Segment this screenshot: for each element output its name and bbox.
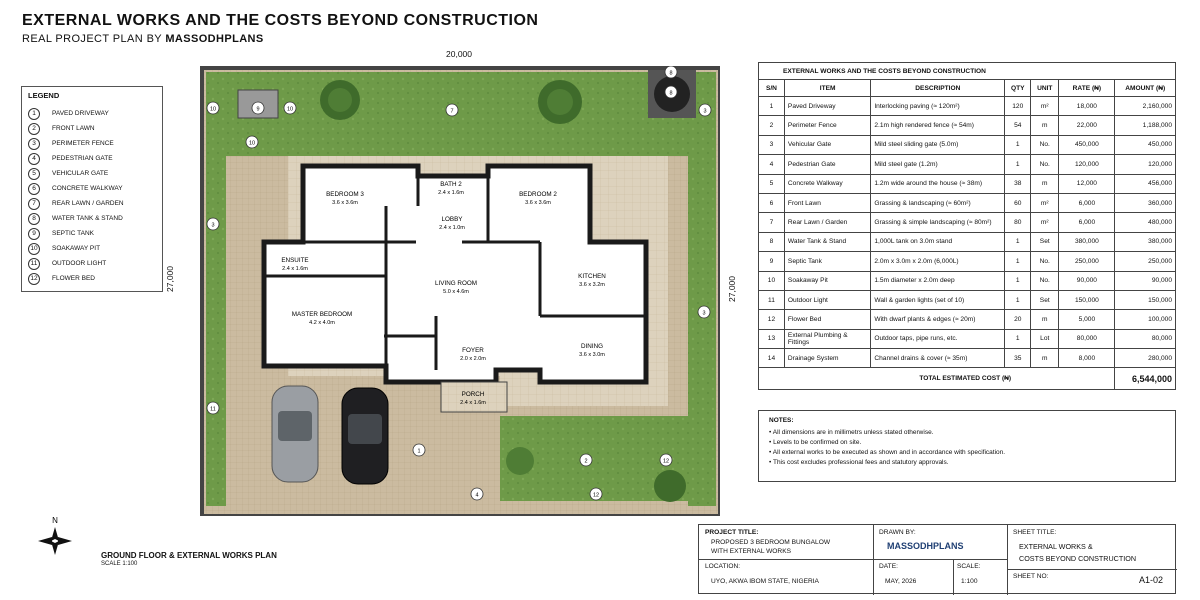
table-cell: 18,000 <box>1059 97 1115 116</box>
plan-marker-number: 4 <box>475 492 479 499</box>
table-cell: 90,000 <box>1059 271 1115 290</box>
room-name: ENSUITE <box>281 257 309 264</box>
scale: 1:100 <box>961 578 978 585</box>
table-cell: 35 <box>1005 349 1031 368</box>
table-cell: m² <box>1031 97 1059 116</box>
table-cell: m² <box>1031 193 1059 212</box>
legend-item <box>28 106 156 121</box>
table-cell: Soakaway Pit <box>784 271 870 290</box>
legend-label: SEPTIC TANK <box>52 230 95 237</box>
table-cell: 80,000 <box>1115 329 1176 348</box>
legend-number: 6 <box>28 183 40 195</box>
subtitle-brand: MASSODHPLANS <box>165 33 264 45</box>
table-row <box>759 252 1176 271</box>
note-item: • This cost excludes professional fees and statutory approvals. <box>769 459 949 466</box>
table-cell: m <box>1031 310 1059 329</box>
plan-marker-number: 3 <box>702 310 706 317</box>
table-cell: Set <box>1031 232 1059 251</box>
sheet-title-line1: EXTERNAL WORKS & <box>1019 542 1093 551</box>
table-cell: 12,000 <box>1059 174 1115 193</box>
room-name: KITCHEN <box>578 273 606 280</box>
cost-table-title: EXTERNAL WORKS AND THE COSTS BEYOND CONSTRUCTION <box>759 63 1176 80</box>
column-header: UNIT <box>1031 80 1059 97</box>
plan-marker-number: 8 <box>669 70 673 77</box>
table-cell: 5,000 <box>1059 310 1115 329</box>
table-cell: 100,000 <box>1115 310 1176 329</box>
room-size: 4.2 x 4.0m <box>309 320 335 326</box>
notes-heading: NOTES: <box>769 417 794 424</box>
table-cell: 13 <box>759 329 785 348</box>
legend-label: VEHICULAR GATE <box>52 170 109 177</box>
plan-title: GROUND FLOOR & EXTERNAL WORKS PLAN <box>101 551 277 560</box>
plan-marker <box>660 454 672 466</box>
table-row <box>759 329 1176 348</box>
table-cell: 380,000 <box>1115 232 1176 251</box>
plan-marker-number: 10 <box>286 106 294 113</box>
plan-marker-number: 7 <box>450 108 454 115</box>
table-row <box>759 310 1176 329</box>
table-row <box>759 290 1176 309</box>
table-cell: 54 <box>1005 116 1031 135</box>
drawn-by: MASSODHPLANS <box>887 541 964 551</box>
table-cell: 6,000 <box>1059 213 1115 232</box>
table-cell: 2.0m x 3.0m x 2.0m (6,000L) <box>871 252 1005 271</box>
table-cell: 1 <box>1005 135 1031 154</box>
legend-item <box>28 226 156 241</box>
plan-marker <box>207 218 219 230</box>
total-value: 6,544,000 <box>1115 368 1176 390</box>
legend-item <box>28 181 156 196</box>
table-cell: 1 <box>1005 271 1031 290</box>
plan-scale: SCALE 1:100 <box>101 561 138 567</box>
table-cell: Rear Lawn / Garden <box>784 213 870 232</box>
table-cell: 1 <box>759 97 785 116</box>
page-title: EXTERNAL WORKS AND THE COSTS BEYOND CONSTRUCTION <box>22 12 539 29</box>
legend-item <box>28 136 156 151</box>
table-cell: 450,000 <box>1059 135 1115 154</box>
table-cell: 1,188,000 <box>1115 116 1176 135</box>
legend-number: 5 <box>28 168 40 180</box>
table-cell: No. <box>1031 135 1059 154</box>
table-cell: 280,000 <box>1115 349 1176 368</box>
column-header: DESCRIPTION <box>871 80 1005 97</box>
north-label: N <box>52 516 58 525</box>
table-cell: Wall & garden lights (set of 10) <box>871 290 1005 309</box>
location-label: LOCATION: <box>705 563 741 570</box>
room-size: 3.6 x 3.0m <box>579 352 605 358</box>
legend-item <box>28 121 156 136</box>
legend-item <box>28 151 156 166</box>
table-cell: 1,000L tank on 3.0m stand <box>871 232 1005 251</box>
table-row <box>759 213 1176 232</box>
table-cell: 360,000 <box>1115 193 1176 212</box>
table-cell: Mild steel sliding gate (5.0m) <box>871 135 1005 154</box>
table-cell: 6 <box>759 193 785 212</box>
table-cell: 120 <box>1005 97 1031 116</box>
table-cell: 12 <box>759 310 785 329</box>
table-cell: 10 <box>759 271 785 290</box>
table-cell: 150,000 <box>1059 290 1115 309</box>
room-size: 2.4 x 1.6m <box>460 400 486 406</box>
plan-marker <box>471 488 483 500</box>
plan-marker-number: 12 <box>662 458 670 465</box>
table-cell: 90,000 <box>1115 271 1176 290</box>
plan-marker <box>580 454 592 466</box>
table-cell: 7 <box>759 213 785 232</box>
date-label: DATE: <box>879 563 898 570</box>
legend-label: SOAKAWAY PIT <box>52 245 101 252</box>
site-plan <box>200 66 720 516</box>
room-name: BEDROOM 3 <box>326 191 364 198</box>
table-cell: With dwarf plants & edges (≈ 20m) <box>871 310 1005 329</box>
legend-number: 8 <box>28 213 40 225</box>
plan-marker <box>698 306 710 318</box>
legend-item <box>28 241 156 256</box>
room-size: 2.4 x 1.6m <box>282 266 308 272</box>
room-name: DINING <box>580 343 604 350</box>
plan-marker <box>207 102 219 114</box>
legend-number: 9 <box>28 228 40 240</box>
plan-marker <box>665 86 677 98</box>
table-cell: Lot <box>1031 329 1059 348</box>
table-cell: 60 <box>1005 193 1031 212</box>
legend-label: REAR LAWN / GARDEN <box>52 200 124 207</box>
legend-number: 12 <box>28 273 40 285</box>
note-text: This cost excludes professional fees and statutory approvals. <box>772 459 949 466</box>
table-row <box>759 155 1176 174</box>
table-cell: Flower Bed <box>784 310 870 329</box>
legend-number: 4 <box>28 153 40 165</box>
table-cell: No. <box>1031 252 1059 271</box>
sheet-title-line2: COSTS BEYOND CONSTRUCTION <box>1019 554 1137 563</box>
legend-item <box>28 256 156 271</box>
dimension-height-right: 27,000 <box>727 276 737 302</box>
table-cell: No. <box>1031 271 1059 290</box>
notes <box>758 410 1176 482</box>
table-cell: Channel drains & cover (≈ 35m) <box>871 349 1005 368</box>
table-cell: Concrete Walkway <box>784 174 870 193</box>
table-cell: 120,000 <box>1059 155 1115 174</box>
table-cell: 5 <box>759 174 785 193</box>
room-size: 3.6 x 3.6m <box>525 200 551 206</box>
table-cell: 3 <box>759 135 785 154</box>
table-cell: 250,000 <box>1115 252 1176 271</box>
legend-label: PAVED DRIVEWAY <box>52 110 109 117</box>
room-size: 3.6 x 3.6m <box>332 200 358 206</box>
cost-table-header <box>759 80 1176 97</box>
column-header: AMOUNT (₦) <box>1115 80 1176 97</box>
table-cell: 1 <box>1005 329 1031 348</box>
table-cell: m <box>1031 174 1059 193</box>
legend-number: 7 <box>28 198 40 210</box>
north-arrow-icon <box>30 515 80 565</box>
legend-label: CONCRETE WALKWAY <box>52 185 123 192</box>
table-cell: Perimeter Fence <box>784 116 870 135</box>
table-cell: No. <box>1031 155 1059 174</box>
table-cell: 80 <box>1005 213 1031 232</box>
plan-marker-number: 8 <box>669 90 673 97</box>
table-row <box>759 97 1176 116</box>
plan-marker <box>284 102 296 114</box>
plan-marker-number: 12 <box>592 492 600 499</box>
table-cell: 1.5m diameter x 2.0m deep <box>871 271 1005 290</box>
room-name: BATH 2 <box>440 181 462 188</box>
table-cell: Outdoor Light <box>784 290 870 309</box>
table-cell: Drainage System <box>784 349 870 368</box>
note-item: • Levels to be confirmed on site. <box>769 439 862 446</box>
table-cell: 4 <box>759 155 785 174</box>
plan-marker-number: 10 <box>209 106 217 113</box>
table-row <box>759 271 1176 290</box>
table-cell: Pedestrian Gate <box>784 155 870 174</box>
room-name: FOYER <box>462 347 484 354</box>
legend-label: FLOWER BED <box>52 275 95 282</box>
sheet-no-label: SHEET NO: <box>1013 573 1049 580</box>
table-cell: External Plumbing & Fittings <box>784 329 870 348</box>
drawn-by-label: DRAWN BY: <box>879 529 916 536</box>
table-cell: 380,000 <box>1059 232 1115 251</box>
room-size: 2.4 x 1.6m <box>438 190 464 196</box>
table-cell: 80,000 <box>1059 329 1115 348</box>
plan-marker <box>246 136 258 148</box>
plan-marker-number: 2 <box>584 458 588 465</box>
table-cell: 9 <box>759 252 785 271</box>
room-name: MASTER BEDROOM <box>291 311 353 318</box>
table-cell: 450,000 <box>1115 135 1176 154</box>
legend <box>21 86 163 292</box>
legend-item <box>28 196 156 211</box>
plan-marker <box>446 104 458 116</box>
legend-item <box>28 271 156 286</box>
table-row <box>759 349 1176 368</box>
legend-number: 3 <box>28 138 40 150</box>
note-text: All dimensions are in millimetrs unless stated otherwise. <box>772 429 934 436</box>
table-cell: 1 <box>1005 252 1031 271</box>
project-title-line1: PROPOSED 3 BEDROOM BUNGALOW <box>711 539 831 546</box>
table-cell: Mild steel gate (1.2m) <box>871 155 1005 174</box>
plan-marker-number: 3 <box>211 222 215 229</box>
legend-label: PERIMETER FENCE <box>52 140 114 147</box>
table-cell: 480,000 <box>1115 213 1176 232</box>
table-row <box>759 135 1176 154</box>
legend-heading: LEGEND <box>28 91 60 100</box>
table-cell: 250,000 <box>1059 252 1115 271</box>
table-cell: 11 <box>759 290 785 309</box>
table-cell: 14 <box>759 349 785 368</box>
legend-number: 10 <box>28 243 40 255</box>
column-header: ITEM <box>784 80 870 97</box>
note-text: Levels to be confirmed on site. <box>773 439 862 446</box>
sheet-no: A1-02 <box>1139 575 1164 585</box>
plan-marker <box>413 444 425 456</box>
legend-item <box>28 211 156 226</box>
dimension-height-left: 27,000 <box>165 266 175 292</box>
table-cell: 1 <box>1005 155 1031 174</box>
project-title-line2: WITH EXTERNAL WORKS <box>711 548 791 555</box>
legend-label: WATER TANK & STAND <box>52 215 123 222</box>
room-name: LIVING ROOM <box>435 280 477 287</box>
table-cell: 1 <box>1005 232 1031 251</box>
table-row <box>759 174 1176 193</box>
title-block <box>698 524 1176 594</box>
room-name: BEDROOM 2 <box>519 191 557 198</box>
table-cell: 8 <box>759 232 785 251</box>
table-cell: 22,000 <box>1059 116 1115 135</box>
plan-marker <box>590 488 602 500</box>
plan-marker-number: 3 <box>703 108 707 115</box>
table-row <box>759 116 1176 135</box>
plan-marker <box>207 402 219 414</box>
total-row <box>759 368 1176 390</box>
note-item: • All dimensions are in millimetrs unless stated otherwise. <box>769 429 934 436</box>
project-title-label: PROJECT TITLE: <box>705 529 759 536</box>
location: UYO, AKWA IBOM STATE, NIGERIA <box>711 578 819 585</box>
table-cell: 1.2m wide around the house (≈ 38m) <box>871 174 1005 193</box>
table-cell: 1 <box>1005 290 1031 309</box>
table-cell: 456,000 <box>1115 174 1176 193</box>
legend-label: PEDESTRIAN GATE <box>52 155 113 162</box>
table-cell: 2,160,000 <box>1115 97 1176 116</box>
legend-label: OUTDOOR LIGHT <box>52 260 107 267</box>
room-name: PORCH <box>461 391 485 398</box>
column-header: QTY <box>1005 80 1031 97</box>
subtitle-prefix: REAL PROJECT PLAN BY <box>22 33 166 45</box>
table-cell: m² <box>1031 213 1059 232</box>
table-cell: Septic Tank <box>784 252 870 271</box>
column-header: S/N <box>759 80 785 97</box>
table-cell: Interlocking paving (≈ 120m²) <box>871 97 1005 116</box>
table-cell: m <box>1031 116 1059 135</box>
table-cell: 8,000 <box>1059 349 1115 368</box>
legend-number: 1 <box>28 108 40 120</box>
legend-number: 11 <box>28 258 40 270</box>
rear-lawn <box>206 72 716 156</box>
table-cell: Set <box>1031 290 1059 309</box>
plan-marker <box>252 102 264 114</box>
plan-marker-number: 1 <box>417 448 421 455</box>
table-cell: Grassing & landscaping (≈ 60m²) <box>871 193 1005 212</box>
table-cell: Front Lawn <box>784 193 870 212</box>
note-text: All external works to be executed as shown and in accordance with specification. <box>772 449 1006 456</box>
table-cell: Vehicular Gate <box>784 135 870 154</box>
room-size: 2.4 x 1.0m <box>439 225 465 231</box>
table-cell: 2.1m high rendered fence (≈ 54m) <box>871 116 1005 135</box>
table-row <box>759 193 1176 212</box>
plan-marker <box>665 66 677 78</box>
total-label: TOTAL ESTIMATED COST (₦) <box>759 368 1115 390</box>
table-cell: Water Tank & Stand <box>784 232 870 251</box>
room-name: LOBBY <box>441 216 463 223</box>
room-size: 2.0 x 2.0m <box>460 356 486 362</box>
date: MAY, 2026 <box>885 578 917 585</box>
room-size: 5.0 x 4.6m <box>443 289 469 295</box>
table-cell: m <box>1031 349 1059 368</box>
column-header: RATE (₦) <box>1059 80 1115 97</box>
table-cell: 38 <box>1005 174 1031 193</box>
table-cell: 2 <box>759 116 785 135</box>
table-cell: Grassing & simple landscaping (≈ 80m²) <box>871 213 1005 232</box>
sheet-title-label: SHEET TITLE: <box>1013 529 1057 536</box>
plan-marker-number: 9 <box>256 106 260 113</box>
note-item: • All external works to be executed as shown and in accordance with specification. <box>769 449 1006 456</box>
room-size: 3.6 x 3.2m <box>579 282 605 288</box>
table-cell: 150,000 <box>1115 290 1176 309</box>
table-cell: Outdoor taps, pipe runs, etc. <box>871 329 1005 348</box>
page-subtitle <box>22 33 264 45</box>
legend-item <box>28 166 156 181</box>
plan-marker <box>699 104 711 116</box>
cost-table <box>758 62 1176 390</box>
dimension-width: 20,000 <box>446 49 472 59</box>
legend-label: FRONT LAWN <box>52 125 95 132</box>
table-cell: Paved Driveway <box>784 97 870 116</box>
plan-marker-number: 11 <box>210 406 216 413</box>
table-cell: 6,000 <box>1059 193 1115 212</box>
legend-list <box>28 106 156 286</box>
plan-marker-number: 10 <box>248 140 256 147</box>
table-cell: 20 <box>1005 310 1031 329</box>
scale-label: SCALE: <box>957 563 981 570</box>
table-row <box>759 232 1176 251</box>
legend-number: 2 <box>28 123 40 135</box>
table-cell: 120,000 <box>1115 155 1176 174</box>
